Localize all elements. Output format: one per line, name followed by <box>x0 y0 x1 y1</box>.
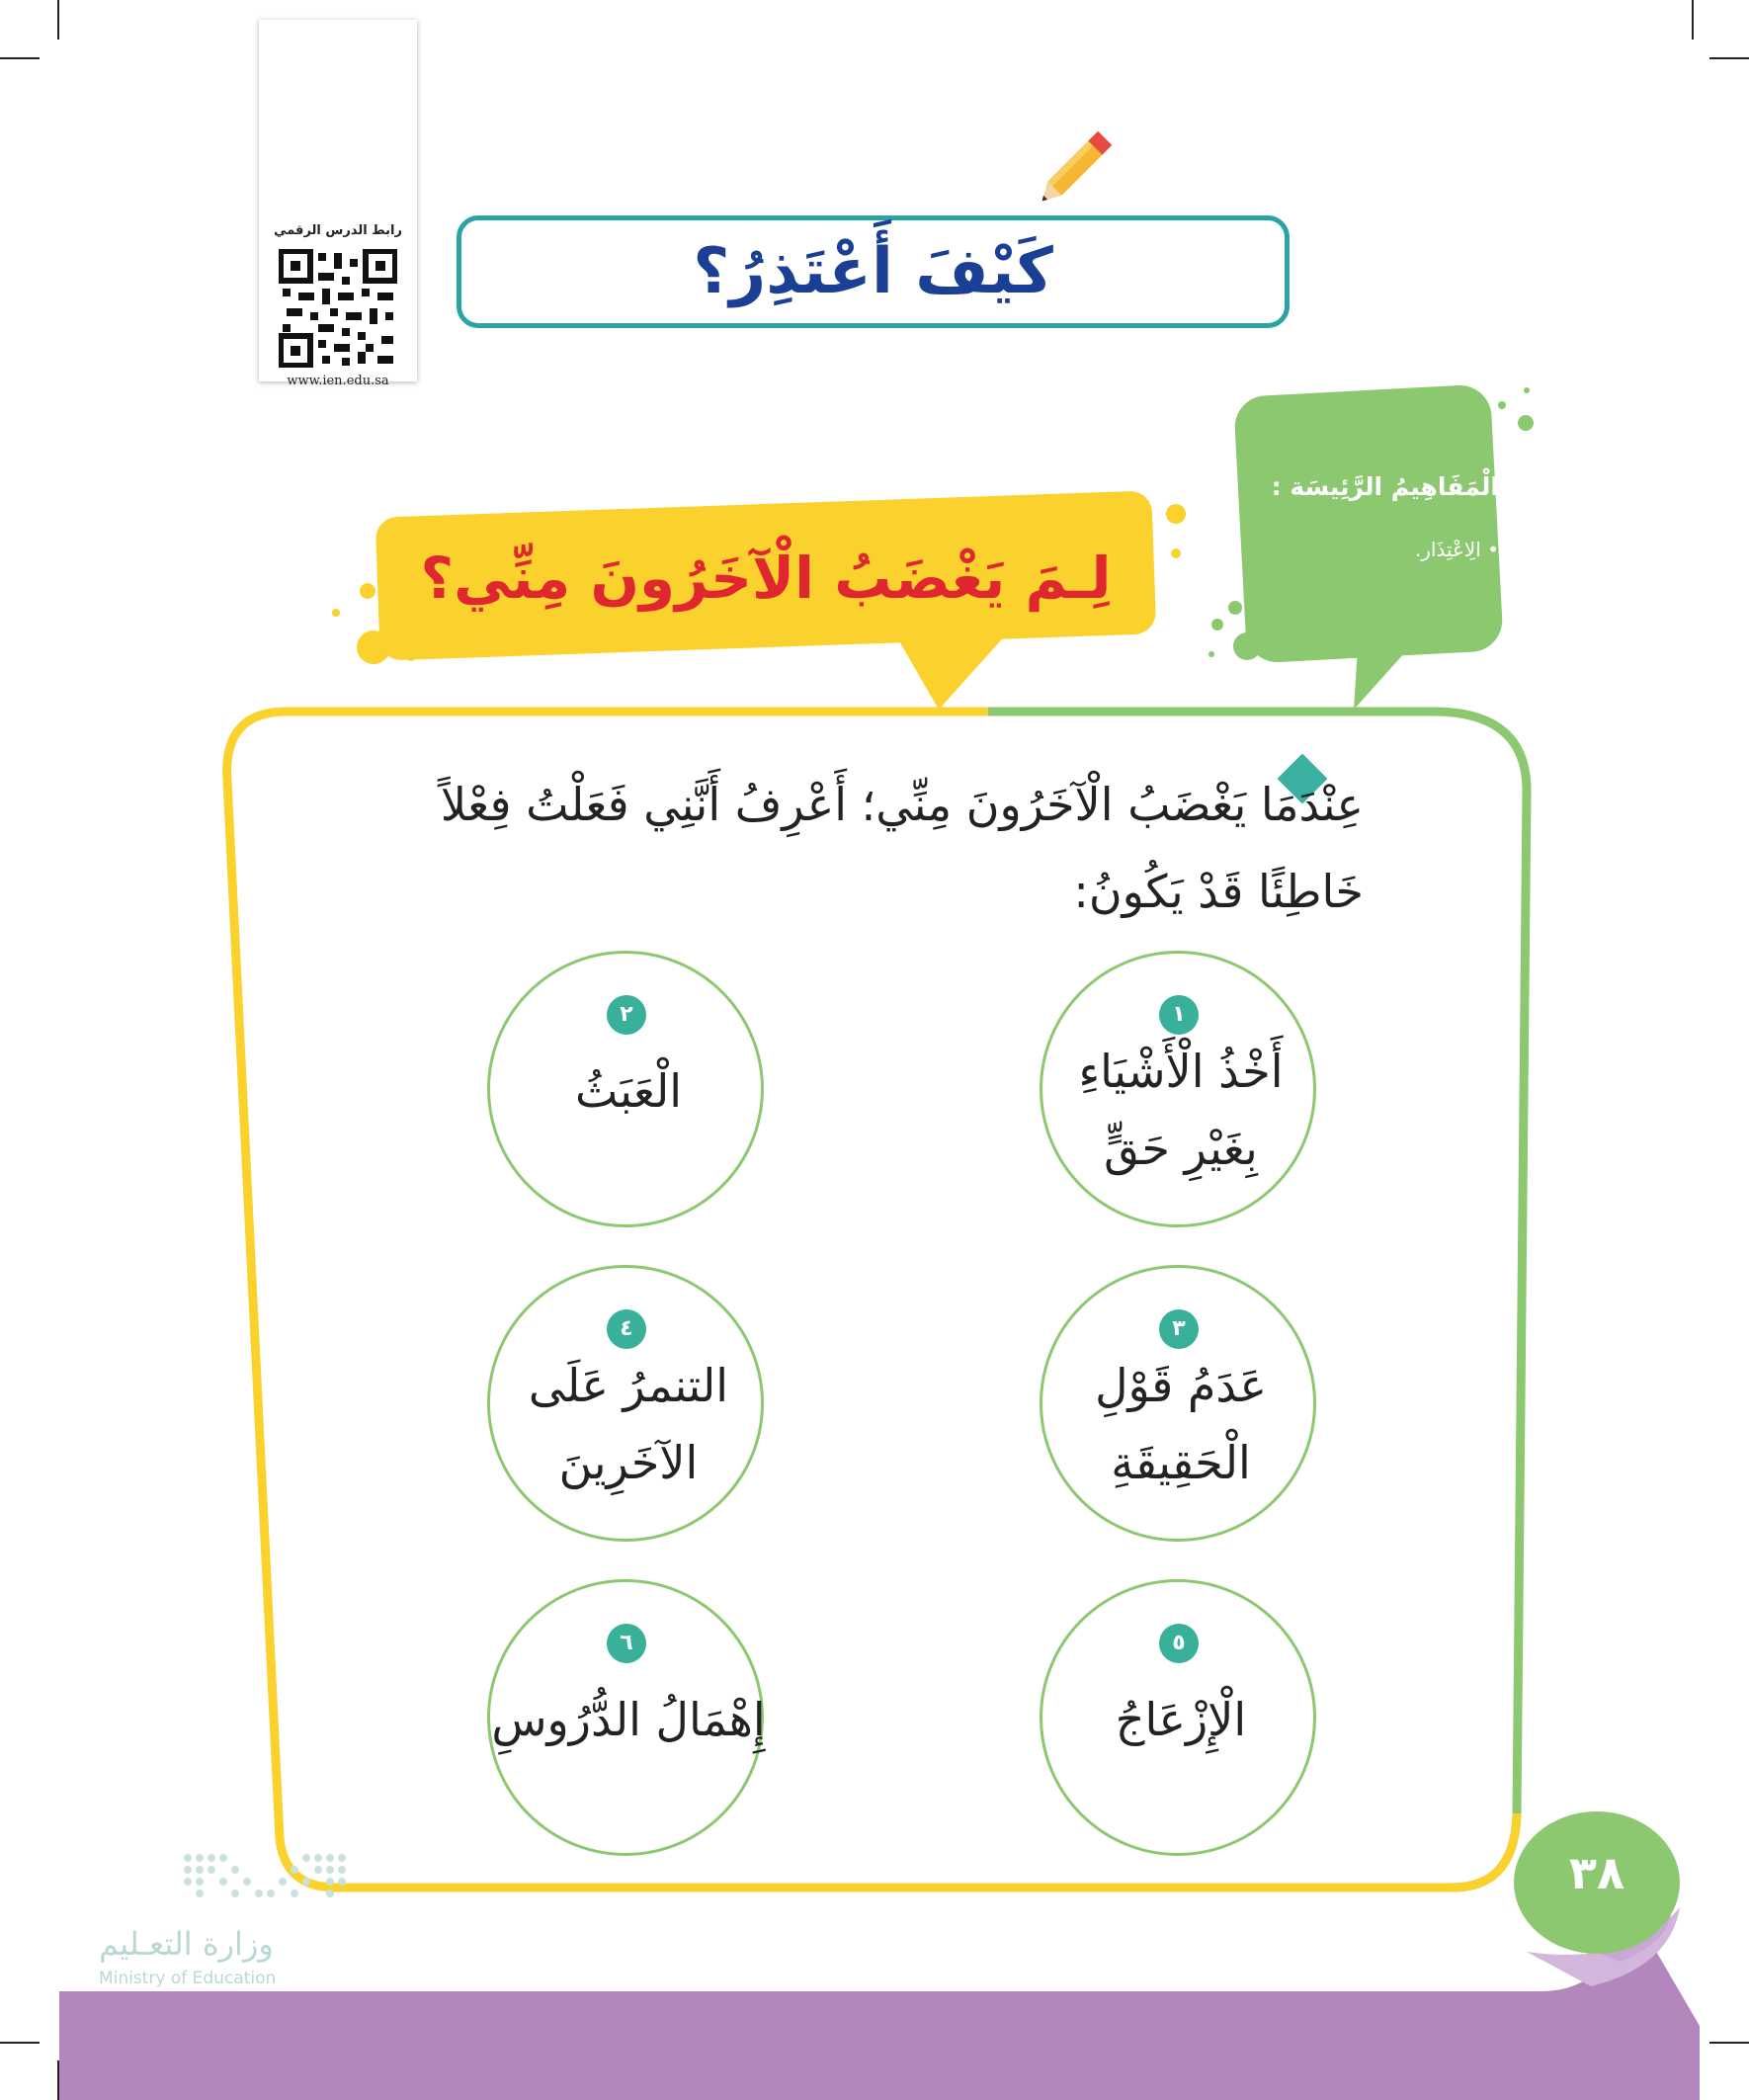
item-line-1: التنمرُ عَلَى <box>528 1359 729 1412</box>
intro-paragraph: عِنْدَمَا يَغْضَبُ الْآخَرُونَ مِنِّي؛ أَعْرِفُ أَنَّنِي فَعَلْتُ فِعْلاً خَاطِئًا قَدْ يَكُونُ: <box>440 778 1364 918</box>
page-number: ٣٨ <box>1568 1846 1625 1899</box>
qr-label: رابط الدرس الرقمي <box>274 223 402 238</box>
number-badge: ٢ <box>607 995 646 1035</box>
number-badge: ٣ <box>1159 1309 1199 1349</box>
number-badge: ٦ <box>607 1624 646 1663</box>
concepts-item: • الِاعْتِذَار. <box>1414 538 1499 561</box>
item-circle <box>1040 1579 1316 1856</box>
item-line-2: الْحَقِيقَةِ <box>1111 1436 1251 1489</box>
ministry-name-english: Ministry of Education <box>99 1969 277 1988</box>
item-line-1: عَدَمُ قَوْلِ <box>1095 1359 1267 1412</box>
item-line-2: بِغَيْرِ حَقٍّ <box>1104 1122 1258 1175</box>
item-line-1: إِهْمَالُ الدُّرُوسِ <box>491 1693 766 1746</box>
qr-url[interactable]: www.ien.edu.sa <box>287 374 389 388</box>
concepts-title: الْمَفَاهِيمُ الرَّئِيسَة : <box>1271 472 1499 501</box>
item-circle <box>487 951 764 1227</box>
item-line-1: أَخْذُ الْأَشْيَاءِ <box>1078 1045 1284 1098</box>
lesson-title: كَيْفَ أَعْتَذِرُ؟ <box>693 235 1053 308</box>
item-circle <box>487 1579 764 1856</box>
ministry-name-arabic: وزارة التعـليم <box>99 1925 274 1963</box>
number-badge: ٤ <box>607 1309 646 1349</box>
item-line-2: الآخَرِينَ <box>558 1436 699 1489</box>
item-circle <box>487 1265 764 1542</box>
item-line-1: الْعَبَثُ <box>574 1064 683 1118</box>
item-line-1: الْإِزْعَاجُ <box>1115 1693 1247 1746</box>
ministry-logo-icon <box>178 1848 356 1907</box>
item-circle <box>1040 1265 1316 1542</box>
number-badge: ١ <box>1159 995 1199 1035</box>
question-title: لِـمَ يَغْضَبُ الْآخَرُونَ مِنِّي؟ <box>420 545 1112 612</box>
number-badge: ٥ <box>1159 1624 1199 1663</box>
item-circle <box>1040 951 1316 1227</box>
